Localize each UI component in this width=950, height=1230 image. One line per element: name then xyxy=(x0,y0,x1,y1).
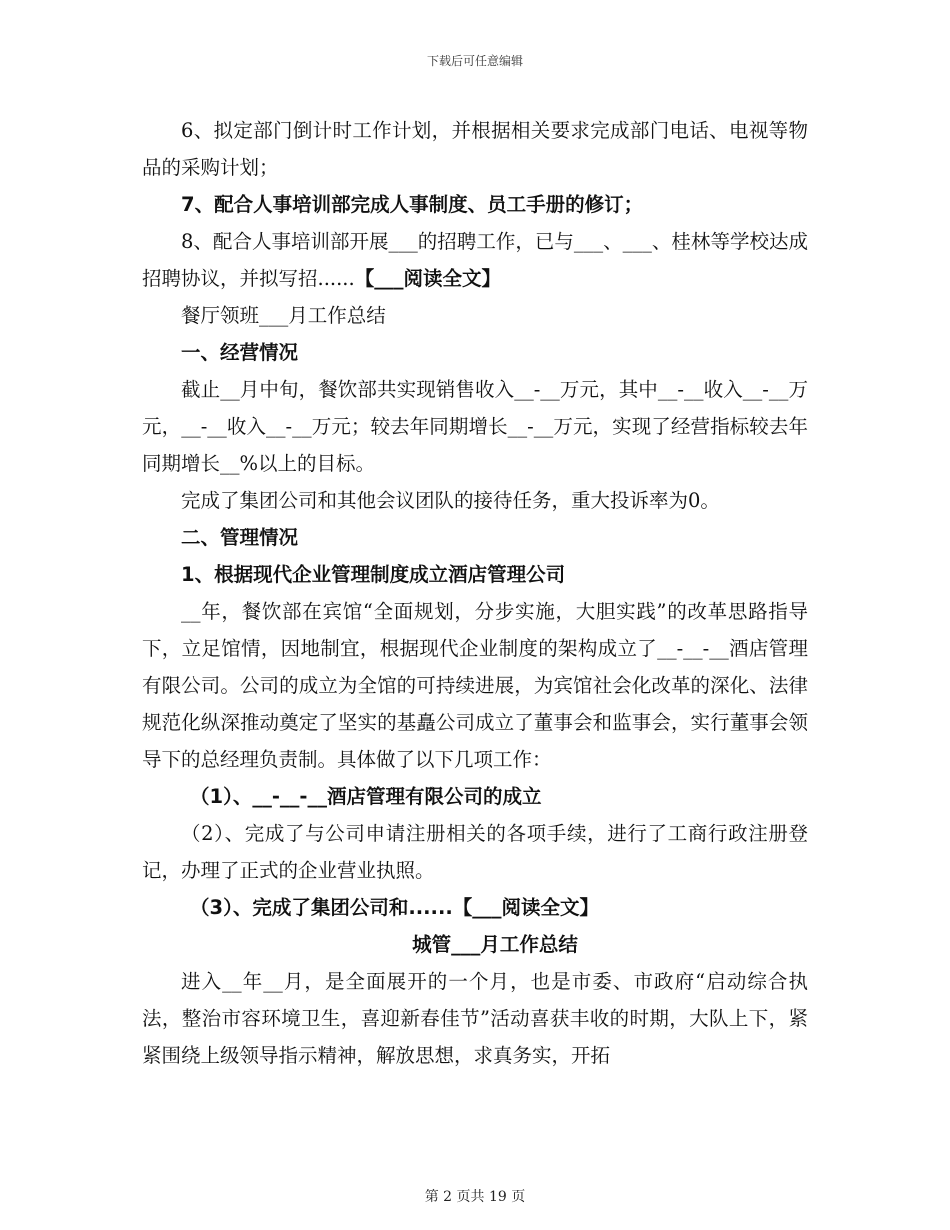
paragraph-8 xyxy=(142,223,808,297)
document-body xyxy=(142,112,808,1074)
page-header: 下载后可任意编辑 xyxy=(426,54,523,68)
paragraph-operations: 截止__月中旬，餐饮部共实现销售收入__-__万元，其中__-__收入__-__万元，__-__收入__-__万元；较去年同期增长__-__万元，实现了经营指标较去年同期增长__%以上的目标。 xyxy=(142,378,808,475)
page-footer: 第 2 页共 19 页 xyxy=(424,1189,526,1205)
item-1-bold: （1）、__-__-__酒店管理有限公司的成立 xyxy=(190,785,542,808)
paragraph-6: 6、拟定部门倒计时工作计划，并根据相关要求完成部门电话、电视等物品的采购计划； xyxy=(142,119,808,179)
heading-operations: 一、经营情况 xyxy=(181,341,299,364)
heading-management: 二、管理情况 xyxy=(181,526,299,549)
read-more-link-2[interactable]: 【___阅读全文】 xyxy=(452,896,600,919)
section-title-urban: 城管___月工作总结 xyxy=(412,933,578,956)
paragraph-urban: 进入__年__月，是全面展开的一个月，也是市委、市政府“启动综合执法，整治市容环境卫生，喜迎新春佳节”活动喜获丰收的时期，大队上下，紧紧围绕上级领导指示精神，解放思想，求真务实，开拓 xyxy=(142,970,808,1067)
paragraph-7-bold: 7、配合人事培训部完成人事制度、员工手册的修订； xyxy=(181,193,644,216)
item-3 xyxy=(142,889,808,926)
paragraph-company-setup: __年，餐饮部在宾馆“全面规划，分步实施，大胆实践”的改革思路指导下，立足馆情，因地制宜，根据现代企业制度的架构成立了__-__-__酒店管理有限公司。公司的成立为全馆的可持续进展，为宾馆社会化改革的深化、法律规范化纵深推动奠定了坚实的基矗公司成立了董事会和监事会，实行董事会领导下的总经理负责制。具体做了以下几项工作： xyxy=(142,600,808,771)
item-2: （2）、完成了与公司申请注册相关的各项手续，进行了工商行政注册登记，办理了正式的企业营业执照。 xyxy=(142,822,808,882)
read-more-link[interactable]: 【___阅读全文】 xyxy=(354,267,501,290)
heading-management-1: 1、根据现代企业管理制度成立酒店管理公司 xyxy=(181,563,566,586)
paragraph-reception: 完成了集团公司和其他会议团队的接待任务，重大投诉率为0。 xyxy=(181,489,720,512)
paragraph-8-text: 8、配合人事培训部开展___的招聘工作，已与___、___、桂林等学校达成招聘协议，并拟写招...... xyxy=(142,230,808,290)
item-3-text: （3）、完成了集团公司和...... xyxy=(190,896,453,919)
section-title-restaurant: 餐厅领班___月工作总结 xyxy=(181,304,386,327)
